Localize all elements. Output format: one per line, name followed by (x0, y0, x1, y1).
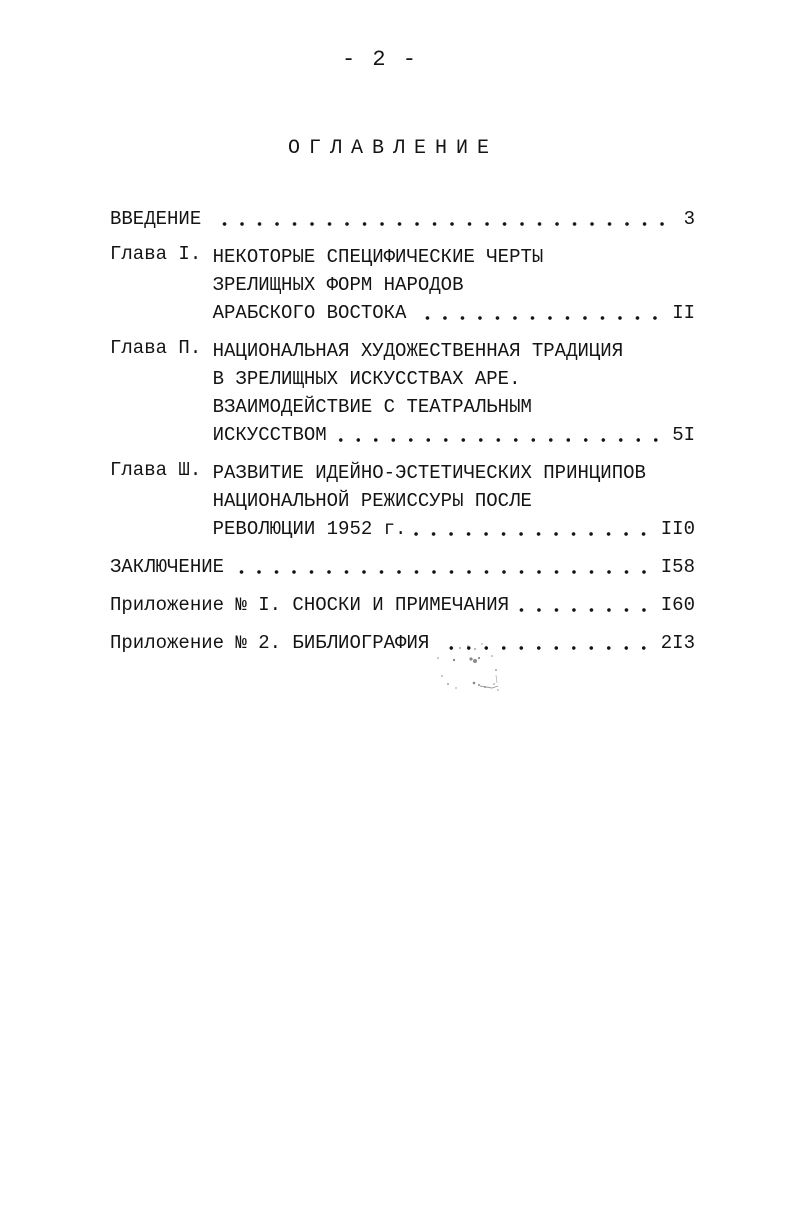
toc-entry-appendix-2 (110, 629, 695, 657)
dot-leader (209, 205, 671, 233)
toc-entry-title: ЗАКЛЮЧЕНИЕ (110, 556, 225, 578)
dot-leader (414, 299, 664, 327)
table-of-contents (110, 205, 695, 667)
page-title: ОГЛАВЛЕНИЕ (287, 137, 499, 160)
dot-leader (232, 553, 653, 581)
toc-entry-page: II (672, 302, 695, 324)
toc-entry-page: 5I (672, 424, 695, 446)
chapter-title-line: РАЗВИТИЕ ИДЕЙНО-ЭСТЕТИЧЕСКИХ ПРИНЦИПОВ (212, 462, 646, 484)
chapter-title-line: НЕКОТОРЫЕ СПЕЦИФИЧЕСКИЕ ЧЕРТЫ (212, 246, 544, 268)
toc-entry-title: Приложение № 2. БИБЛИОГРАФИЯ (110, 632, 430, 654)
toc-entry-title: Приложение № I. СНОСКИ И ПРИМЕЧАНИЯ (110, 594, 510, 616)
chapter-prefix: Глава I. (110, 243, 213, 265)
toc-entry-page: 2I3 (660, 632, 695, 654)
page-number: - 2 - (341, 47, 418, 72)
toc-entry-page: 3 (683, 208, 695, 230)
chapter-title-line: В ЗРЕЛИЩНЫХ ИСКУССТВАХ АРЕ. (212, 368, 521, 390)
toc-entry-page: I60 (660, 594, 695, 616)
dot-leader (335, 421, 665, 449)
chapter-title-line: НАЦИОНАЛЬНАЯ ХУДОЖЕСТВЕННАЯ ТРАДИЦИЯ (212, 340, 624, 362)
toc-entry-title: ВВЕДЕНИЕ (110, 208, 202, 230)
chapter-title-line: ИСКУССТВОМ (212, 424, 327, 446)
chapter-title-line: РЕВОЛЮЦИИ 1952 г. (212, 518, 407, 540)
chapter-prefix: Глава П. (110, 337, 213, 359)
toc-entry-conclusion (110, 553, 695, 581)
chapter-title-line: ВЗАИМОДЕЙСТВИЕ С ТЕАТРАЛЬНЫМ (212, 396, 532, 418)
chapter-prefix: Глава Ш. (110, 459, 213, 481)
toc-entry-introduction (110, 205, 695, 233)
toc-entry-page: I58 (660, 556, 695, 578)
toc-entry-chapter-1 (110, 243, 695, 327)
faint-stamp-marks (430, 640, 505, 695)
toc-entry-chapter-3 (110, 459, 695, 543)
dot-leader (517, 591, 653, 619)
toc-entry-page: II0 (660, 518, 695, 540)
toc-entry-chapter-2 (110, 337, 695, 449)
chapter-title-line: НАЦИОНАЛЬНОЙ РЕЖИССУРЫ ПОСЛЕ (212, 490, 532, 512)
chapter-title-line: ЗРЕЛИЩНЫХ ФОРМ НАРОДОВ (212, 274, 464, 296)
toc-entry-appendix-1 (110, 591, 695, 619)
chapter-title-line: АРАБСКОГО ВОСТОКА (212, 302, 407, 324)
dot-leader (414, 515, 652, 543)
